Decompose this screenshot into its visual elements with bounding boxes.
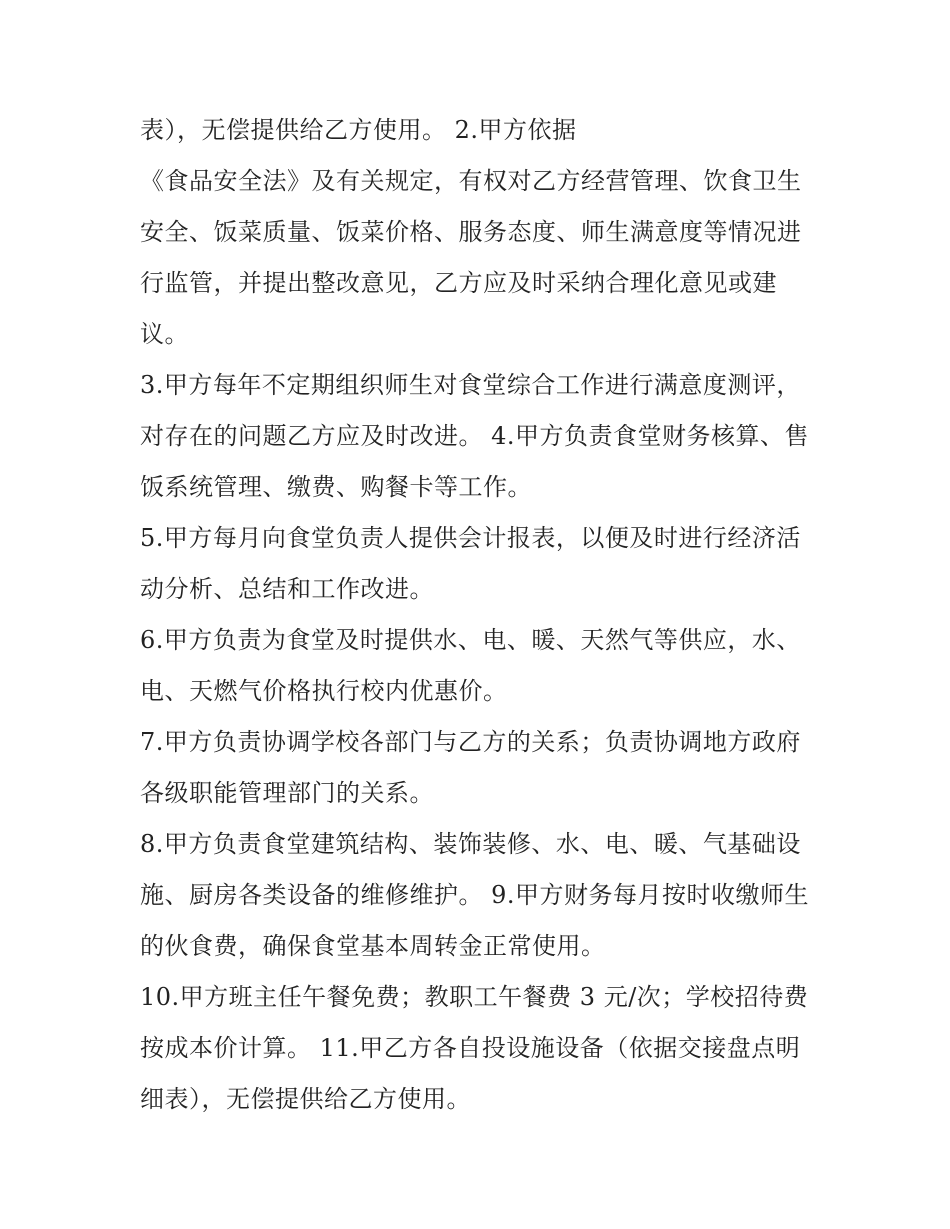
text-line-13: 7.甲方负责协调学校各部门与乙方的关系；负责协调地方政府 <box>140 728 801 756</box>
text-line-5: 议。 <box>140 320 189 348</box>
text-line-20: 细表），无偿提供给乙方使用。 <box>140 1085 471 1113</box>
text-line-15: 8.甲方负责食堂建筑结构、装饰装修、水、电、暖、气基础设 <box>140 830 801 858</box>
text-line-6: 3.甲方每年不定期组织师生对食堂综合工作进行满意度测评， <box>140 371 801 399</box>
text-line-18: 10.甲方班主任午餐免费；教职工午餐费 3 元/次；学校招待费 <box>140 983 809 1011</box>
text-line-16: 施、厨房各类设备的维修维护。 9.甲方财务每月按时收缴师生 <box>140 881 810 909</box>
text-line-4: 行监管，并提出整改意见，乙方应及时采纳合理化意见或建 <box>140 269 777 297</box>
text-line-11: 6.甲方负责为食堂及时提供水、电、暖、天然气等供应，水、 <box>140 626 801 654</box>
text-line-3: 安全、饭菜质量、饭菜价格、服务态度、师生满意度等情况进 <box>140 218 802 246</box>
text-line-10: 动分析、总结和工作改进。 <box>140 575 434 603</box>
document-body <box>140 105 820 1125</box>
text-line-17: 的伙食费，确保食堂基本周转金正常使用。 <box>140 932 606 960</box>
text-line-19: 按成本价计算。 11.甲乙方各自投设施设备（依据交接盘点明 <box>140 1034 801 1062</box>
text-line-1: 表），无偿提供给乙方使用。 2.甲方依据 <box>140 116 577 144</box>
text-line-2: 《食品安全法》及有关规定，有权对乙方经营管理、饮食卫生 <box>140 167 802 195</box>
text-line-7: 对存在的问题乙方应及时改进。 4.甲方负责食堂财务核算、售 <box>140 422 810 450</box>
text-line-14: 各级职能管理部门的关系。 <box>140 779 434 807</box>
text-line-12: 电、天燃气价格执行校内优惠价。 <box>140 677 508 705</box>
text-line-8: 饭系统管理、缴费、购餐卡等工作。 <box>140 473 532 501</box>
text-line-9: 5.甲方每月向食堂负责人提供会计报表，以便及时进行经济活 <box>140 524 801 552</box>
